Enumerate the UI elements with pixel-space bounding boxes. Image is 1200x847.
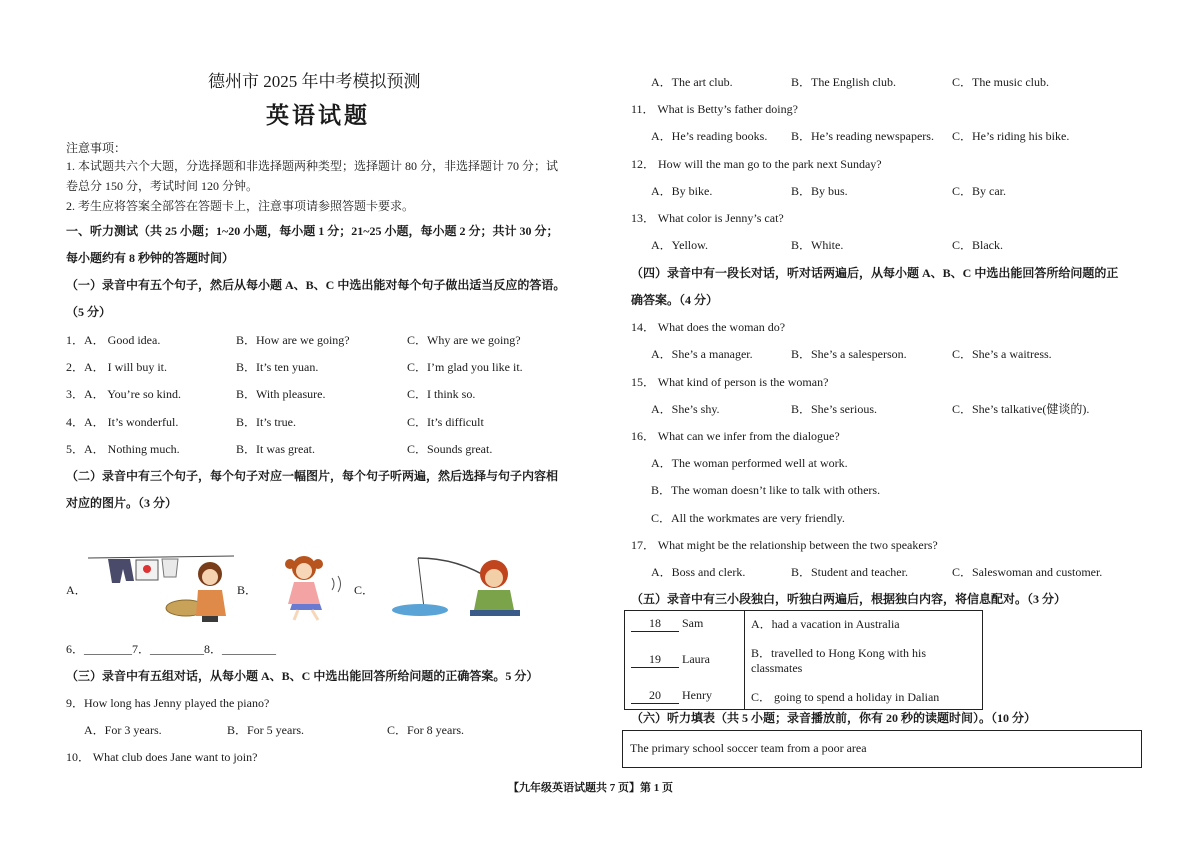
q12-option-b: B．By bus. (791, 184, 848, 198)
q14-option-b: B．She’s a salesperson. (791, 347, 907, 361)
q14-option-c: C．She’s a waitress. (952, 347, 1052, 361)
question-number: 2． (66, 360, 85, 374)
q9-option-a: A．For 3 years. (84, 723, 162, 737)
q13-option-b: B．White. (791, 238, 844, 252)
page-footer: 【九年级英语试题共 7 页】第 1 页 (508, 782, 673, 794)
laundry-picture (86, 552, 236, 624)
option-c: C．Why are we going? (407, 333, 521, 347)
q10-option-b: B．The English club. (791, 75, 896, 89)
q11-option-b: B．He’s reading newspapers. (791, 129, 934, 143)
q16-option-b: B．The woman doesn’t like to talk with others. (651, 483, 881, 497)
girl-picture (262, 552, 352, 622)
question-number: 3． (66, 387, 85, 401)
q9-option-b: B．For 5 years. (227, 723, 304, 737)
q11-option-a: A．He’s reading books. (651, 129, 768, 143)
option-b: B．It’s ten yuan. (236, 360, 319, 374)
matching-table (624, 610, 983, 710)
option-a: A． Good idea. (84, 333, 161, 347)
option-b: B．With pleasure. (236, 387, 326, 401)
notes-line-1: 1. 本试题共六个大题，分选择题和非选择题两种类型；选择题计 80 分，非选择题计 70 分；试 (66, 159, 559, 173)
sec2-heading-1: （二）录音中有三个句子，每个句子对应一幅图片，每个句子听两遍，然后选择与句子内容相 (66, 469, 559, 483)
speaker-name: Laura (682, 651, 710, 666)
sec3-heading: （三）录音中有五组对话，从每小题 A、B、C 中选出能回答所给问题的正确答案。5 分） (66, 669, 539, 683)
fishing-picture (378, 552, 528, 622)
picture-label-c: C． (354, 583, 375, 597)
option-b: B．It’s true. (236, 415, 296, 429)
sec6-heading: （六）听力填表（共 5 小题；录音播放前，你有 20 秒的读题时间）。（10 分） (631, 711, 1037, 725)
q13-option-c: C．Black. (952, 238, 1003, 252)
q17-option-b: B．Student and teacher. (791, 565, 908, 579)
notes-line-2: 卷总分 150 分，考试时间 120 分钟。 (66, 179, 259, 193)
exam-subject-title: 英语试题 (266, 103, 370, 128)
notes-heading: 注意事项： (66, 141, 127, 155)
q17-option-c: C．Saleswoman and customer. (952, 565, 1103, 579)
q10-option-a: A．The art club. (651, 75, 733, 89)
q13-option-a: A．Yellow. (651, 238, 709, 252)
option-c: C．It’s difficult (407, 415, 484, 429)
sec5-heading: （五）录音中有三小段独白，听独白两遍后，根据独白内容，将信息配对。（3 分） (631, 592, 1067, 606)
q9-option-c: C．For 8 years. (387, 723, 464, 737)
match-option: C． going to spend a holiday in Dalian (745, 684, 983, 710)
question-15: 15． What kind of person is the woman? (631, 375, 829, 389)
q15-option-a: A．She’s shy. (651, 402, 720, 416)
option-a: A． Nothing much. (84, 442, 180, 456)
picture-label-a: A． (66, 583, 87, 597)
option-c: C．Sounds great. (407, 442, 493, 456)
option-c: C．I’m glad you like it. (407, 360, 523, 374)
sec2-heading-2: 对应的图片。（3 分） (66, 496, 178, 510)
sec1-heading-2: （5 分） (66, 305, 112, 319)
part1-heading-2: 每小题约有 8 秒钟的答题时间） (66, 251, 235, 265)
fill-table-text: The primary school soccer team from a poor area (630, 741, 867, 755)
option-a: A． I will buy it. (84, 360, 167, 374)
question-12: 12． How will the man go to the park next Sunday? (631, 157, 882, 171)
question-10: 10． What club does Jane want to join? (66, 750, 258, 764)
question-14: 14． What does the woman do? (631, 320, 786, 334)
sec1-heading-1: （一）录音中有五个句子，然后从每小题 A、B、C 中选出能对每个句子做出适当反应的答语。 (66, 278, 566, 292)
question-17: 17． What might be the relationship between the two speakers? (631, 538, 938, 552)
question-number: 1． (66, 333, 85, 347)
table-row (625, 636, 983, 683)
q12-option-c: C．By car. (952, 184, 1006, 198)
exam-title: 德州市 2025 年中考模拟预测 (208, 72, 421, 91)
question-9: 9．How long has Jenny played the piano? (66, 696, 270, 710)
q15-option-c: C．She’s talkative(健谈的). (952, 402, 1090, 416)
option-c: C．I think so. (407, 387, 476, 401)
option-b: B．It was great. (236, 442, 315, 456)
match-option: B．travelled to Hong Kong with his classmates (745, 636, 983, 683)
speaker-name: Sam (682, 615, 704, 630)
q12-option-a: A．By bike. (651, 184, 713, 198)
table-row (625, 611, 983, 637)
q17-option-a: A．Boss and clerk. (651, 565, 746, 579)
q11-option-c: C．He’s riding his bike. (952, 129, 1070, 143)
question-13: 13． What color is Jenny’s cat? (631, 211, 784, 225)
question-number: 4． (66, 415, 85, 429)
q15-option-b: B．She’s serious. (791, 402, 878, 416)
picture-answer-blanks: 6．________7．_________8．_________ (66, 642, 277, 656)
notes-line-3: 2. 考生应将答案全部答在答题卡上，注意事项请参照答题卡要求。 (66, 199, 415, 213)
picture-label-b: B． (237, 583, 258, 597)
option-a: A． You’re so kind. (84, 387, 182, 401)
speaker-name: Henry (682, 688, 712, 703)
sec4-heading-2: 确答案。（4 分） (631, 293, 719, 307)
sec4-heading-1: （四）录音中有一段长对话，听对话两遍后，从每小题 A、B、C 中选出能回答所给问题的正 (631, 266, 1119, 280)
q14-option-a: A．She’s a manager. (651, 347, 753, 361)
q10-option-c: C．The music club. (952, 75, 1049, 89)
question-number: 5． (66, 442, 85, 456)
option-b: B．How are we going? (236, 333, 350, 347)
table-row (625, 684, 983, 710)
answer-blank-18: 18 (631, 616, 679, 632)
fill-table-box (622, 730, 1142, 768)
q16-option-c: C．All the workmates are very friendly. (651, 511, 845, 525)
part1-heading-1: 一、听力测试（共 25 小题；1~20 小题，每小题 1 分；21~25 小题，每小题 2 分；共计 30 分； (66, 224, 559, 238)
match-option: A．had a vacation in Australia (745, 611, 983, 637)
answer-blank-19: 19 (631, 652, 679, 668)
question-11: 11． What is Betty’s father doing? (631, 102, 798, 116)
answer-blank-20: 20 (631, 688, 679, 704)
q16-option-a: A．The woman performed well at work. (651, 456, 848, 470)
question-16: 16． What can we infer from the dialogue? (631, 429, 840, 443)
option-a: A． It’s wonderful. (84, 415, 179, 429)
